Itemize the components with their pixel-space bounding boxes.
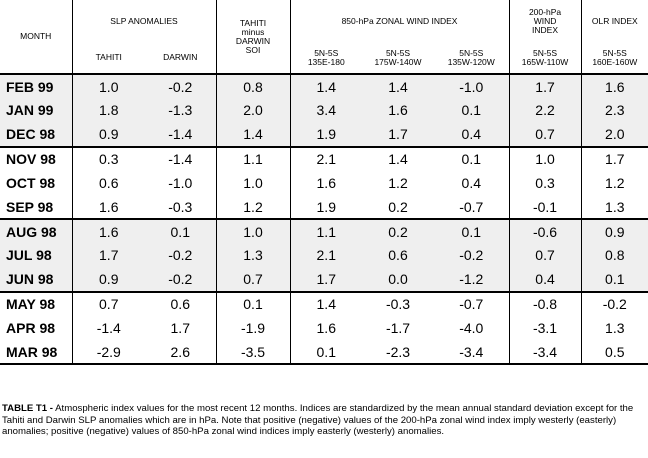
soi-header-line2: minus — [241, 26, 265, 37]
wind-200-cell: 0.7 — [509, 122, 581, 146]
wind-175w-140w-cell: 1.4 — [362, 147, 434, 171]
olr-cell: 1.3 — [605, 319, 625, 336]
wind-200-cell: 1.0 — [509, 147, 581, 171]
wind-175w-140w-cell: 0.2 — [388, 198, 408, 215]
table-header — [0, 0, 648, 74]
month-cell: DEC 98 — [0, 122, 72, 146]
tahiti-cell: 1.7 — [99, 247, 119, 264]
olr-cell: 1.6 — [581, 74, 648, 98]
tahiti-cell: 0.6 — [99, 174, 119, 191]
wind-135w-120w-cell: 0.1 — [434, 147, 509, 171]
wind-135w-120w-cell: 0.4 — [434, 122, 509, 146]
olr-cell: 0.8 — [605, 247, 625, 264]
soi-header — [216, 0, 290, 74]
soi-cell: 0.8 — [216, 74, 290, 98]
darwin-cell: -0.2 — [145, 243, 216, 267]
wind-135e-180-cell: 3.4 — [316, 102, 336, 119]
soi-cell: 0.1 — [216, 292, 290, 316]
table-row — [0, 340, 648, 364]
month-cell: JAN 99 — [0, 98, 72, 122]
wind-135w-120w-cell: -0.7 — [434, 195, 509, 219]
table-row — [0, 74, 648, 98]
olr-cell: -0.2 — [581, 292, 648, 316]
soi-cell: 2.0 — [216, 98, 290, 122]
wind-200-cell: 2.2 — [509, 98, 581, 122]
darwin-cell: 0.6 — [145, 292, 216, 316]
olr-sub-line2: 160E-160W — [592, 56, 638, 67]
olr-cell: 0.9 — [581, 219, 648, 243]
olr-cell: 0.5 — [581, 340, 648, 364]
wind-135w-120w-line1: 5N-5S — [459, 47, 484, 58]
wind-200-sub-header — [509, 42, 581, 74]
darwin-cell: -0.3 — [145, 195, 216, 219]
soi-cell: 1.1 — [216, 147, 290, 171]
tahiti-cell: 0.7 — [72, 292, 145, 316]
month-cell: SEP 98 — [0, 195, 72, 219]
soi-cell: -3.5 — [216, 340, 290, 364]
olr-index-header: OLR INDEX — [591, 15, 638, 26]
table-row — [0, 243, 648, 267]
wind-135w-120w-cell: -0.2 — [434, 243, 509, 267]
wind-175w-140w-cell: 0.6 — [388, 247, 408, 264]
soi-cell: 1.0 — [216, 171, 290, 195]
tahiti-cell: 0.9 — [99, 271, 119, 288]
wind-200-header-line2: WIND — [533, 15, 557, 26]
wind-135w-120w-cell: -1.2 — [434, 268, 509, 292]
wind-135w-120w-cell: -4.0 — [434, 316, 509, 340]
month-cell: FEB 99 — [0, 74, 72, 98]
wind-135e-180-cell: 1.6 — [316, 319, 336, 336]
month-cell: APR 98 — [0, 316, 72, 340]
wind-135e-180-header — [290, 42, 362, 74]
table-caption — [2, 403, 646, 438]
wind-175w-140w-header — [362, 42, 434, 74]
tahiti-header: TAHITI — [95, 52, 122, 62]
wind-200-header — [509, 0, 581, 42]
month-cell: MAR 98 — [0, 340, 72, 364]
table-row — [0, 147, 648, 171]
wind-200-header-line1: 200-hPa — [528, 6, 562, 17]
darwin-cell: -0.2 — [145, 268, 216, 292]
olr-cell: 2.0 — [605, 125, 625, 142]
wind-200-cell: 0.7 — [509, 243, 581, 267]
month-cell: AUG 98 — [0, 219, 72, 243]
wind-135e-180-cell: 1.4 — [290, 292, 362, 316]
soi-cell: 1.0 — [216, 219, 290, 243]
wind-135w-120w-cell: 0.1 — [434, 219, 509, 243]
wind-175w-140w-cell: 0.2 — [362, 219, 434, 243]
darwin-cell: -1.4 — [145, 147, 216, 171]
wind-175w-140w-cell: -1.7 — [385, 319, 411, 336]
wind-175w-140w-cell: 1.7 — [388, 125, 408, 142]
wind-175w-140w-cell: 1.6 — [388, 102, 408, 119]
month-cell: OCT 98 — [0, 171, 72, 195]
wind-200-cell: -0.8 — [509, 292, 581, 316]
olr-sub-header — [581, 42, 648, 74]
darwin-header: DARWIN — [145, 42, 216, 74]
wind-135e-180-cell: 1.9 — [316, 198, 336, 215]
table-row — [0, 171, 648, 195]
slp-anomalies-header: SLP ANOMALIES — [72, 0, 216, 42]
wind-135w-120w-line2: 135W-120W — [447, 56, 495, 67]
wind-135e-180-cell: 1.7 — [316, 271, 336, 288]
darwin-cell: 2.6 — [145, 340, 216, 364]
wind-135w-120w-cell: 0.1 — [434, 98, 509, 122]
wind-135e-180-cell: 0.1 — [290, 340, 362, 364]
wind-200-header-line3: INDEX — [532, 24, 559, 35]
soi-cell: 1.2 — [216, 195, 290, 219]
wind-135e-180-cell: 1.4 — [290, 74, 362, 98]
tahiti-cell: 1.6 — [72, 219, 145, 243]
wind-200-sub-line1: 5N-5S — [532, 47, 558, 58]
tahiti-cell: 1.8 — [99, 102, 119, 119]
wind-135e-180-line1: 5N-5S — [314, 47, 339, 58]
wind-135w-120w-header — [434, 42, 509, 74]
table-row — [0, 292, 648, 316]
table-row — [0, 195, 648, 219]
table-row — [0, 98, 648, 122]
wind-135w-120w-cell: -1.0 — [434, 74, 509, 98]
olr-cell: 1.7 — [581, 147, 648, 171]
darwin-cell: -1.3 — [145, 98, 216, 122]
soi-cell: 1.3 — [216, 243, 290, 267]
wind-175w-140w-cell: 1.4 — [362, 74, 434, 98]
caption-text: Atmospheric index values for the most recent 12 months. Indices are standardized by the mean annual standard deviation except for the Tahiti and Darwin SLP anomalies which are in hPa. Note that positive (negative) values of the 200-hPa zonal wind index imply westerly (easterly) anomalies; positive (negative) values of 850-hPa zonal wind indices imply easterly (westerly) anomalies. — [2, 403, 634, 437]
wind-200-cell: -0.6 — [509, 219, 581, 243]
olr-cell: 0.1 — [605, 271, 625, 288]
month-cell: JUL 98 — [0, 243, 72, 267]
olr-cell: 1.2 — [605, 174, 625, 191]
wind-135e-180-cell: 2.1 — [316, 247, 336, 264]
wind-200-cell: 1.7 — [509, 74, 581, 98]
caption-label: TABLE T1 - — [2, 403, 53, 414]
wind-135w-120w-cell: -0.7 — [434, 292, 509, 316]
olr-sub-line1: 5N-5S — [602, 47, 627, 58]
soi-cell: 0.7 — [216, 268, 290, 292]
darwin-cell: -1.0 — [145, 171, 216, 195]
darwin-cell: -1.4 — [145, 122, 216, 146]
table-body — [0, 74, 648, 364]
wind-175w-140w-cell: 1.2 — [388, 174, 408, 191]
wind-175w-140w-cell: -2.3 — [362, 340, 434, 364]
soi-header-line1: TAHITI — [239, 17, 267, 28]
soi-cell: -1.9 — [216, 316, 290, 340]
table-row — [0, 122, 648, 146]
table-row — [0, 268, 648, 292]
month-cell: JUN 98 — [0, 268, 72, 292]
wind-175w-140w-cell: -0.3 — [362, 292, 434, 316]
wind-135e-180-cell: 1.6 — [316, 174, 336, 191]
wind-200-cell: 0.3 — [509, 171, 581, 195]
tahiti-cell: 1.6 — [99, 198, 119, 215]
wind-200-cell: -0.1 — [509, 195, 581, 219]
soi-header-line3: DARWIN — [235, 35, 271, 46]
darwin-cell: 0.1 — [145, 219, 216, 243]
wind-175w-140w-line1: 5N-5S — [385, 47, 411, 58]
month-cell: NOV 98 — [0, 147, 72, 171]
tahiti-cell: -2.9 — [72, 340, 145, 364]
wind-200-cell: -3.4 — [509, 340, 581, 364]
wind-200-cell: 0.4 — [509, 268, 581, 292]
darwin-cell: -0.2 — [145, 74, 216, 98]
olr-cell: 2.3 — [605, 102, 625, 119]
zonal-wind-header: 850-hPa ZONAL WIND INDEX — [290, 0, 509, 42]
wind-135e-180-line2: 135E-180 — [307, 56, 345, 67]
tahiti-cell: 0.3 — [72, 147, 145, 171]
wind-200-cell: -3.1 — [509, 316, 581, 340]
month-header: MONTH — [0, 0, 72, 74]
olr-cell: 1.3 — [605, 198, 625, 215]
wind-200-sub-line2: 165W-110W — [521, 56, 569, 67]
tahiti-cell: -1.4 — [96, 319, 121, 336]
wind-135e-180-cell: 2.1 — [290, 147, 362, 171]
tahiti-cell: 0.9 — [99, 125, 119, 142]
soi-header-line4: SOI — [245, 44, 261, 55]
table-row — [0, 219, 648, 243]
wind-135w-120w-cell: -3.4 — [434, 340, 509, 364]
month-cell: MAY 98 — [0, 292, 72, 316]
wind-135w-120w-cell: 0.4 — [434, 171, 509, 195]
darwin-cell: 1.7 — [145, 316, 216, 340]
wind-175w-140w-cell: 0.0 — [388, 271, 408, 288]
soi-cell: 1.4 — [216, 122, 290, 146]
wind-175w-140w-line2: 175W-140W — [374, 56, 422, 67]
wind-135e-180-cell: 1.1 — [290, 219, 362, 243]
table-row — [0, 316, 648, 340]
wind-135e-180-cell: 1.9 — [316, 125, 336, 142]
tahiti-cell: 1.0 — [72, 74, 145, 98]
